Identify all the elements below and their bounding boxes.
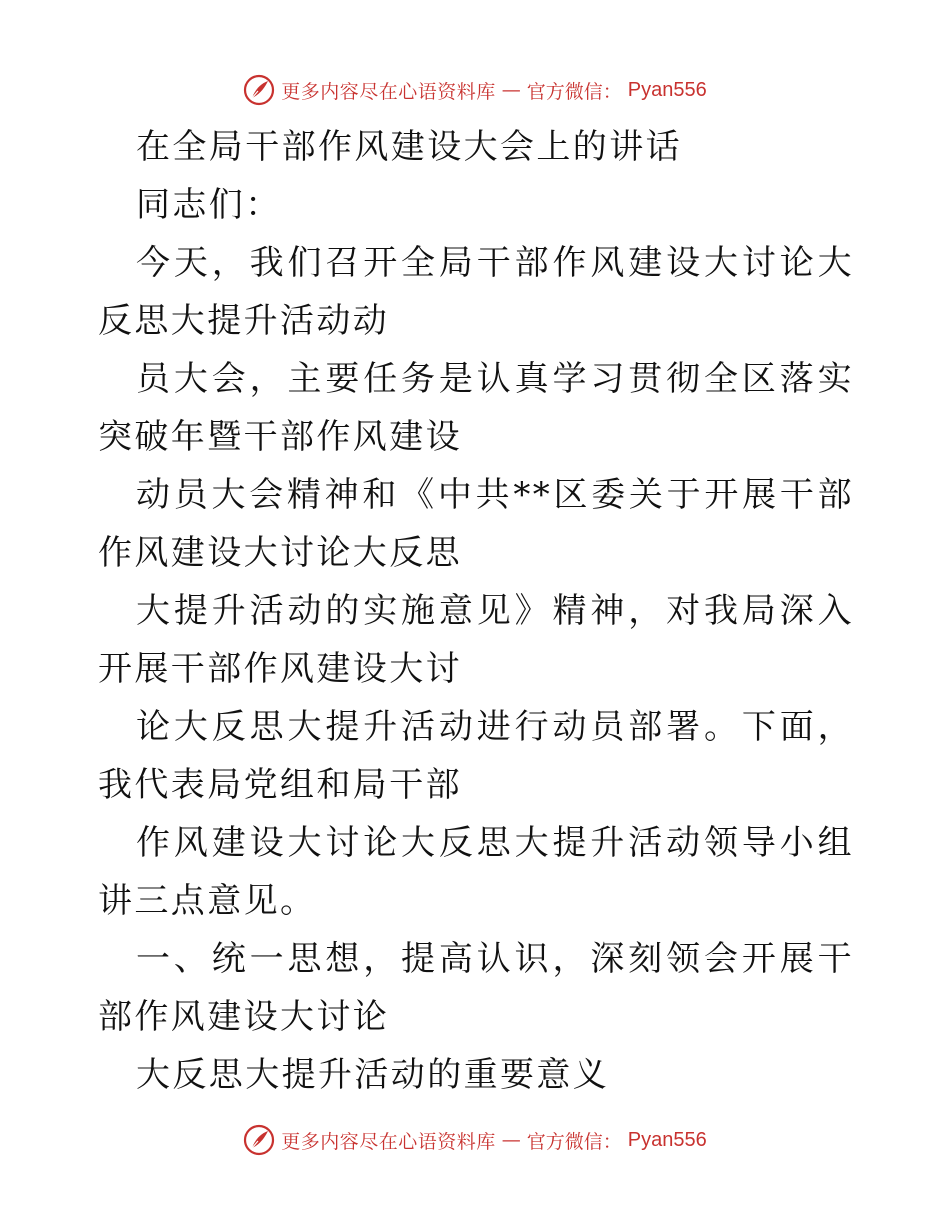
banner-site-name: 更多内容尽在心语资料库 bbox=[281, 80, 496, 103]
banner-separator: — bbox=[501, 79, 521, 101]
paragraph: 大提升活动的实施意见》精神，对我局深入开展干部作风建设大讨 bbox=[98, 591, 854, 689]
salutation: 同志们： bbox=[136, 185, 282, 225]
paragraph: 今天，我们召开全局干部作风建设大讨论大反思大提升活动动 bbox=[98, 243, 854, 341]
paragraph: 论大反思大提升活动进行动员部署。下面，我代表局党组和局干部 bbox=[98, 707, 854, 805]
banner-wechat-label: 官方微信： bbox=[526, 80, 622, 103]
header-banner bbox=[0, 70, 950, 110]
document-title: 在全局干部作风建设大会上的讲话 bbox=[136, 127, 682, 167]
feather-pen-icon bbox=[243, 1124, 275, 1156]
banner-wechat-id: Pyan556 bbox=[627, 78, 707, 101]
banner-wechat-id: Pyan556 bbox=[627, 1128, 707, 1151]
header-banner-content bbox=[243, 74, 707, 106]
paragraph: 作风建设大讨论大反思大提升活动领导小组讲三点意见。 bbox=[98, 823, 854, 921]
footer-banner bbox=[0, 1120, 950, 1160]
banner-site-name: 更多内容尽在心语资料库 bbox=[281, 1130, 496, 1153]
paragraph: 大反思大提升活动的重要意义 bbox=[136, 1055, 610, 1095]
feather-pen-icon bbox=[243, 74, 275, 106]
banner-wechat-label: 官方微信： bbox=[526, 1130, 622, 1153]
document-body bbox=[98, 118, 854, 1104]
footer-banner-content bbox=[243, 1124, 707, 1156]
paragraph: 员大会，主要任务是认真学习贯彻全区落实突破年暨干部作风建设 bbox=[98, 359, 854, 457]
banner-separator: — bbox=[501, 1129, 521, 1151]
section-heading: 一、统一思想，提高认识，深刻领会开展干部作风建设大讨论 bbox=[98, 939, 854, 1037]
paragraph: 动员大会精神和《中共**区委关于开展干部作风建设大讨论大反思 bbox=[98, 475, 854, 573]
